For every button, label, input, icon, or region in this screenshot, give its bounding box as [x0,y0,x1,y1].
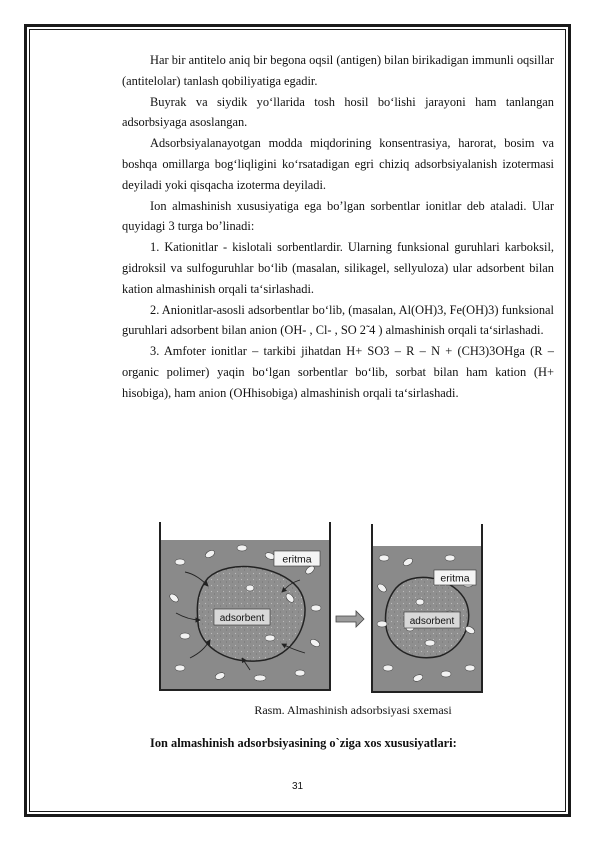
transition-arrow [336,611,364,627]
left-eritma-label: eritma [282,553,312,566]
section-heading: Ion almashinish adsorbsiyasining o`ziga xos xususiyatlari: [150,736,457,750]
paragraph-4: Ion almashinish xususiyatiga ega bo’lgan sorbentlar ionitlar deb ataladi. Ular quyidagi 3 turga bo’linadi: [122,198,554,234]
paragraph-6: 2. Anionitlar-asosli adsorbentlar bo‘lib, (masalan, Al(OH)3, Fe(OH)3) funksional guruhlari adsorbent bilan anion (OH- , Cl- , SO 2̃ 4 ) almashinish orqali ta‘sirlashadi. [122,302,554,338]
right-beaker [372,524,482,692]
page-number: 31 [291,781,304,792]
left-adsorbent-label: adsorbent [219,613,265,624]
figure-caption: Rasm. Almashinish adsorbsiyasi sxemasi [254,703,452,717]
paragraph-7: 3. Amfoter ionitlar – tarkibi jihatdan H+ SO3 – R – N + (CH3)3OHga (R – organic polimer) yaqin bo‘lgan sorbentlar bo‘lib, sorbat bilan ham kation (H+ hisobiga), ham anion (OHhisobiga) almashinish orqali ta‘sirlashadi. [122,344,554,400]
paragraph-5: 1. Kationitlar - kislotali sorbentlardir. Ularning funksional guruhlari karboksil, gidroksil va sulfoguruhlar bo‘lib (masalan, silikagel, sellyuloza) ular adsorbent bilan kation almashinish orqali ta‘sirlashadi. [122,240,554,296]
right-eritma-label: eritma [440,572,470,585]
paragraph-2: Buyrak va siydik yo‘llarida tosh hosil bo‘lishi jarayoni ham tanlangan adsorbsiyaga asoslangan. [122,94,554,130]
ion-exchange-figure [150,518,490,728]
left-beaker [160,522,330,690]
paragraph-1: Har bir antitelo aniq bir begona oqsil (antigen) bilan birikadigan immunli oqsillar (antitelolar) tanlash qobiliyatiga egadir. [122,53,554,88]
body-text [122,50,554,404]
paragraph-3: Adsorbsiyalanayotgan modda miqdorining konsentrasiya, harorat, bosim va boshqa omillarga bog‘liqligini ko‘rsatadigan egri chiziq adsorbsiyalanish izotermasi deyiladi yoki qisqacha izoterma deyiladi. [122,136,554,192]
right-adsorbent-label: adsorbent [409,616,455,627]
